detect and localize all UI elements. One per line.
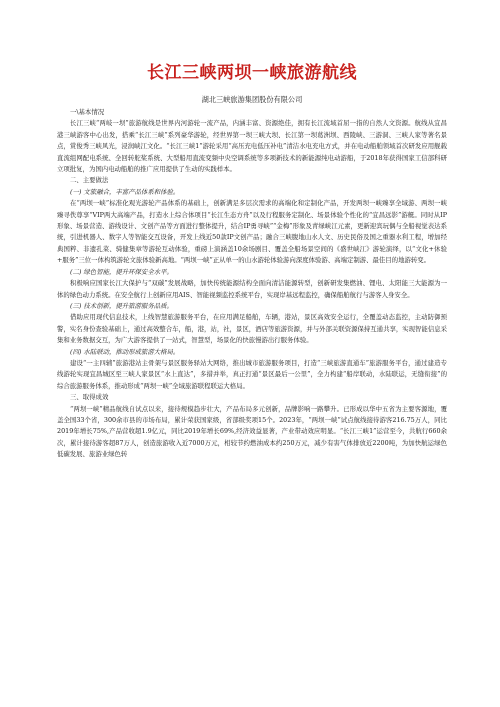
page-bottom-margin: [0, 699, 500, 707]
document-page: [57, 62, 447, 461]
paragraph-culture-tourism: 在“两坝一峡”标准化观光游轮产品体系的基础上，创新满足多层次需求的高端化和定制化产品，开发两坝一峡臻享全域游、两坝一峡臻寻佚尊享“VIP两大高端产品，打造水上综合体项目“长江生态方舟”以及行程服务定制化、场景体验个性化的“宜昌远影”游艇。同时从IP形象、场景营造、游线设计、文创产品等方面进行整体提升，结合IP勇寻峡”“金梅”形象及青绿峡江元素，更新迎宾玩偶与全船视觉表达系统，引进机器人、数字人等智能交互设备，开发上线近50款IP文创产品；融合三峡腹地山水人文、历史民俗及国之重器水利工程，增加经典国粹、非遗孔菜、骑健集章等游轮互动体验，重磅上演涵盖10余场剧目、覆盖全船场景空间的《盛世峡江》游轮演绎，以“文化+休验+服务”三位一体构筑游轮文旅体验新高地。“两坝一峡”正从单一的山水游轮体验游向深度体验游、高端定制游、最佳目的地游转变。: [57, 199, 447, 265]
paragraph-tech-innovation: 借助应用现代信息技术，上线智慧旅游服务平台，在应用满足船舶，车辆，港站，景区高效安全运行，全覆盖动态监控，主动防御预警，实名身份查验基础上，通过高效整合车，船，港，站，社，景区，酒店等旅游资源，并与外部关联资源保持互通共享，实现智能信息采集和业务数据交互，为广大游客提供了一站式，智慧型，场景化的快旅慢游出行服务体验。: [57, 313, 447, 345]
paragraph-green-smart: 积极响应国家长江大保护与“双碳”发展战略，加快传统能源结构全面向清洁能源转型，创新研发集燃油、锂电、太阳能三大能源为一体的绿色动力系统。在安全航行上创新应用AIS、智能视频监控系统平台，实现岸基远程监控，确保船舶航行与游客人身安全。: [57, 279, 447, 299]
paragraph-land-water: 建设“一主四辅”旅游港站主骨架与景区服务驿站大网络，推出城市旅游服务项目，打造“三峡旅游直通车”旅游服务平台，通过建造专线游轮实现宜昌城区至三峡人家景区“水上直达”，多措并举，真正打通“景区最后一公里”，全力构建“船岸联动，水陆联运，无缝衔接”的综合旅游服务体系，推动形成“两坝一峡”全域旅游联程联运大格局。: [57, 358, 447, 390]
section-heading-results: 三、取得成效: [70, 393, 109, 402]
subsection-heading-culture-tourism: (一) 文旅融合，丰富产品体系和体验。: [70, 187, 180, 196]
section-heading-basic-info: 一\基本情况: [70, 108, 105, 116]
document-title: 长江三峡两坝一峡旅游航线: [147, 63, 357, 83]
section-heading-main-practices: 二、主要做法: [70, 176, 109, 185]
paragraph-basic-info: 长江三峡“两岐一坝”旅游航线是世界内河游轮一流产品，内涵丰富、资源绝佳，拥有长江流域首屈一指的自然人文资源。航线从宜昌港三峡游客中心出发，搭乘“长江三峡”系列豪华游轮，经世界第一坝三峡大坝、长江第一坝葛洲坝、西陵峡、三游洞、三峡人家等著名景点，赏俊秀三峡风光，浸润峡江文化。“长江三峡1”游轮采用“高压充电低压补电”清洁水电充电方式，并在电动船舶领域首次研发应用舰载直流组网配电系统、全回转舵桨系统、大型船用直流变频中央空调系统等多项新技术的新能源纯电动游船，于2018年获得国家工信部科研立项批复，为国内电动船舶的推广应用提供了生动的实践样本。: [57, 119, 447, 174]
paragraph-results: “两坝一峡”精品航线自试点以来，接待规模趋步壮大，产品布局多元创新，品牌影响一路攀升。已形成以华中五省为主要客源地，覆盖全国33个省，300余市县的市场布局，累计荣获国家级，省部级奖项15个。2023年，“两坝一峡”试点航线接待游客216.75万人，同比2019年增长75%,产品营收超1.9亿元，同比2019年增长69%,经济效益显著，产业带动效应明显。“长江三峡1”运营至今，共航行660余次，累计接待游客超87万人，创造旅游收入近7000万元，相较节约燃油成本约250万元，减少有害气体排放近2200吨，为加快航运绿色低碳发展、旅游业绿色转: [57, 404, 447, 459]
subsection-heading-green-smart: (二) 绿色智能，提升环保安全水平。: [70, 267, 173, 276]
document-body: [57, 107, 447, 461]
subsection-heading-tech-innovation: (三) 技术创新，提升旅游服务品质。: [70, 301, 173, 310]
subsection-heading-land-water: (四) 水陆联动，推动形成旅游大格局。: [70, 347, 180, 356]
document-organization: 湖北三峡旅游集团股份有限公司: [201, 95, 303, 104]
